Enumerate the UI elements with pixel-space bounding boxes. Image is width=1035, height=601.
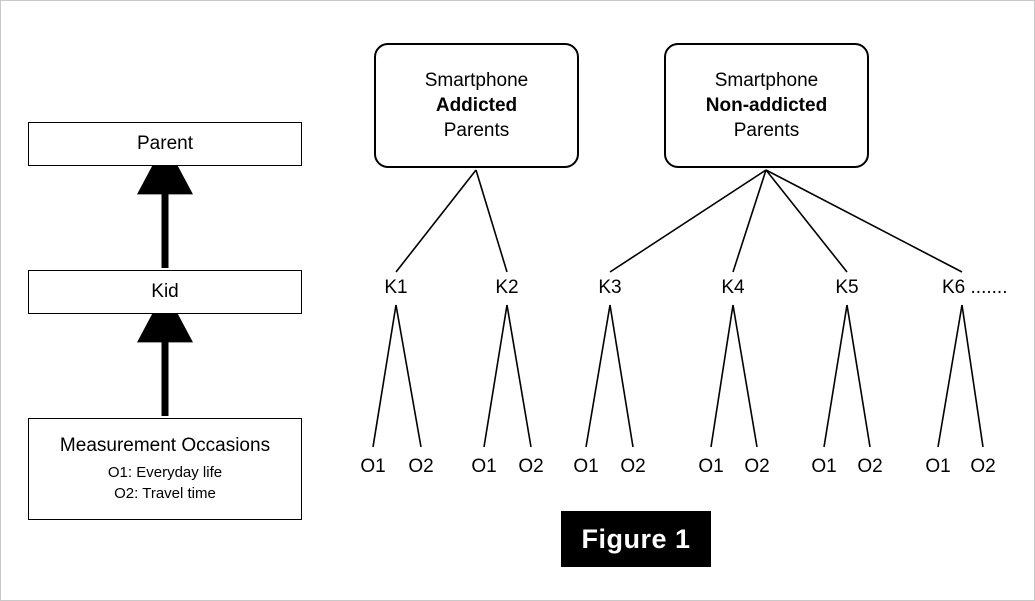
group-nonaddicted-line1: Smartphone <box>714 70 819 91</box>
occasion-node-k4-o2: O2 <box>744 456 770 477</box>
line-k6-o2 <box>962 305 983 447</box>
occasion-node-k5-o1: O1 <box>811 456 837 477</box>
kid-node-k4: K4 <box>721 277 745 298</box>
occasion-node-k2-o2: O2 <box>518 456 544 477</box>
kid-node-k3: K3 <box>598 277 622 298</box>
group-addicted-line1: Smartphone <box>424 70 529 91</box>
occasion-node-k2-o1: O1 <box>471 456 497 477</box>
line-addicted-k1 <box>396 170 476 272</box>
line-k3-o1 <box>586 305 610 447</box>
level-box-parent <box>28 122 302 166</box>
line-k1-o1 <box>373 305 396 447</box>
group-addicted-line2: Addicted <box>435 95 518 116</box>
occasion-node-k3-o2: O2 <box>620 456 646 477</box>
line-k2-o2 <box>507 305 531 447</box>
level-label-measurement-occasions: Measurement Occasions <box>59 435 271 456</box>
line-k3-o2 <box>610 305 633 447</box>
line-k4-o2 <box>733 305 757 447</box>
line-k6-o1 <box>938 305 962 447</box>
figure-caption: Figure 1 <box>561 511 711 567</box>
occasion-node-k5-o2: O2 <box>857 456 883 477</box>
level-label-parent: Parent <box>137 133 193 154</box>
line-k2-o1 <box>484 305 507 447</box>
kid-node-k5: K5 <box>835 277 859 298</box>
kid-node-k2: K2 <box>495 277 519 298</box>
level-box-kid <box>28 270 302 314</box>
occasion-node-k4-o1: O1 <box>698 456 724 477</box>
kid-node-k6: K6 ....... <box>942 277 1008 298</box>
line-nonaddicted-k4 <box>733 170 766 272</box>
occasion-node-k1-o1: O1 <box>360 456 386 477</box>
measurement-occasion-o1: O1: Everyday life <box>107 464 223 481</box>
group-nonaddicted-line3: Parents <box>733 120 800 141</box>
occasion-node-k6-o1: O1 <box>925 456 951 477</box>
line-k1-o2 <box>396 305 421 447</box>
line-addicted-k2 <box>476 170 507 272</box>
group-box-non-addicted-parents <box>664 43 869 168</box>
level-label-kid: Kid <box>151 281 179 302</box>
group-addicted-line3: Parents <box>443 120 510 141</box>
group-box-addicted-parents <box>374 43 579 168</box>
line-nonaddicted-k5 <box>766 170 847 272</box>
kid-node-k1: K1 <box>384 277 408 298</box>
line-nonaddicted-k3 <box>610 170 766 272</box>
measurement-occasion-o2: O2: Travel time <box>114 485 216 502</box>
line-k4-o1 <box>711 305 733 447</box>
occasion-node-k1-o2: O2 <box>408 456 434 477</box>
group-nonaddicted-line2: Non-addicted <box>705 95 828 116</box>
line-k5-o2 <box>847 305 870 447</box>
line-k5-o1 <box>824 305 847 447</box>
occasion-node-k6-o2: O2 <box>970 456 996 477</box>
occasion-node-k3-o1: O1 <box>573 456 599 477</box>
line-nonaddicted-k6 <box>766 170 962 272</box>
level-box-measurement-occasions <box>28 418 302 520</box>
